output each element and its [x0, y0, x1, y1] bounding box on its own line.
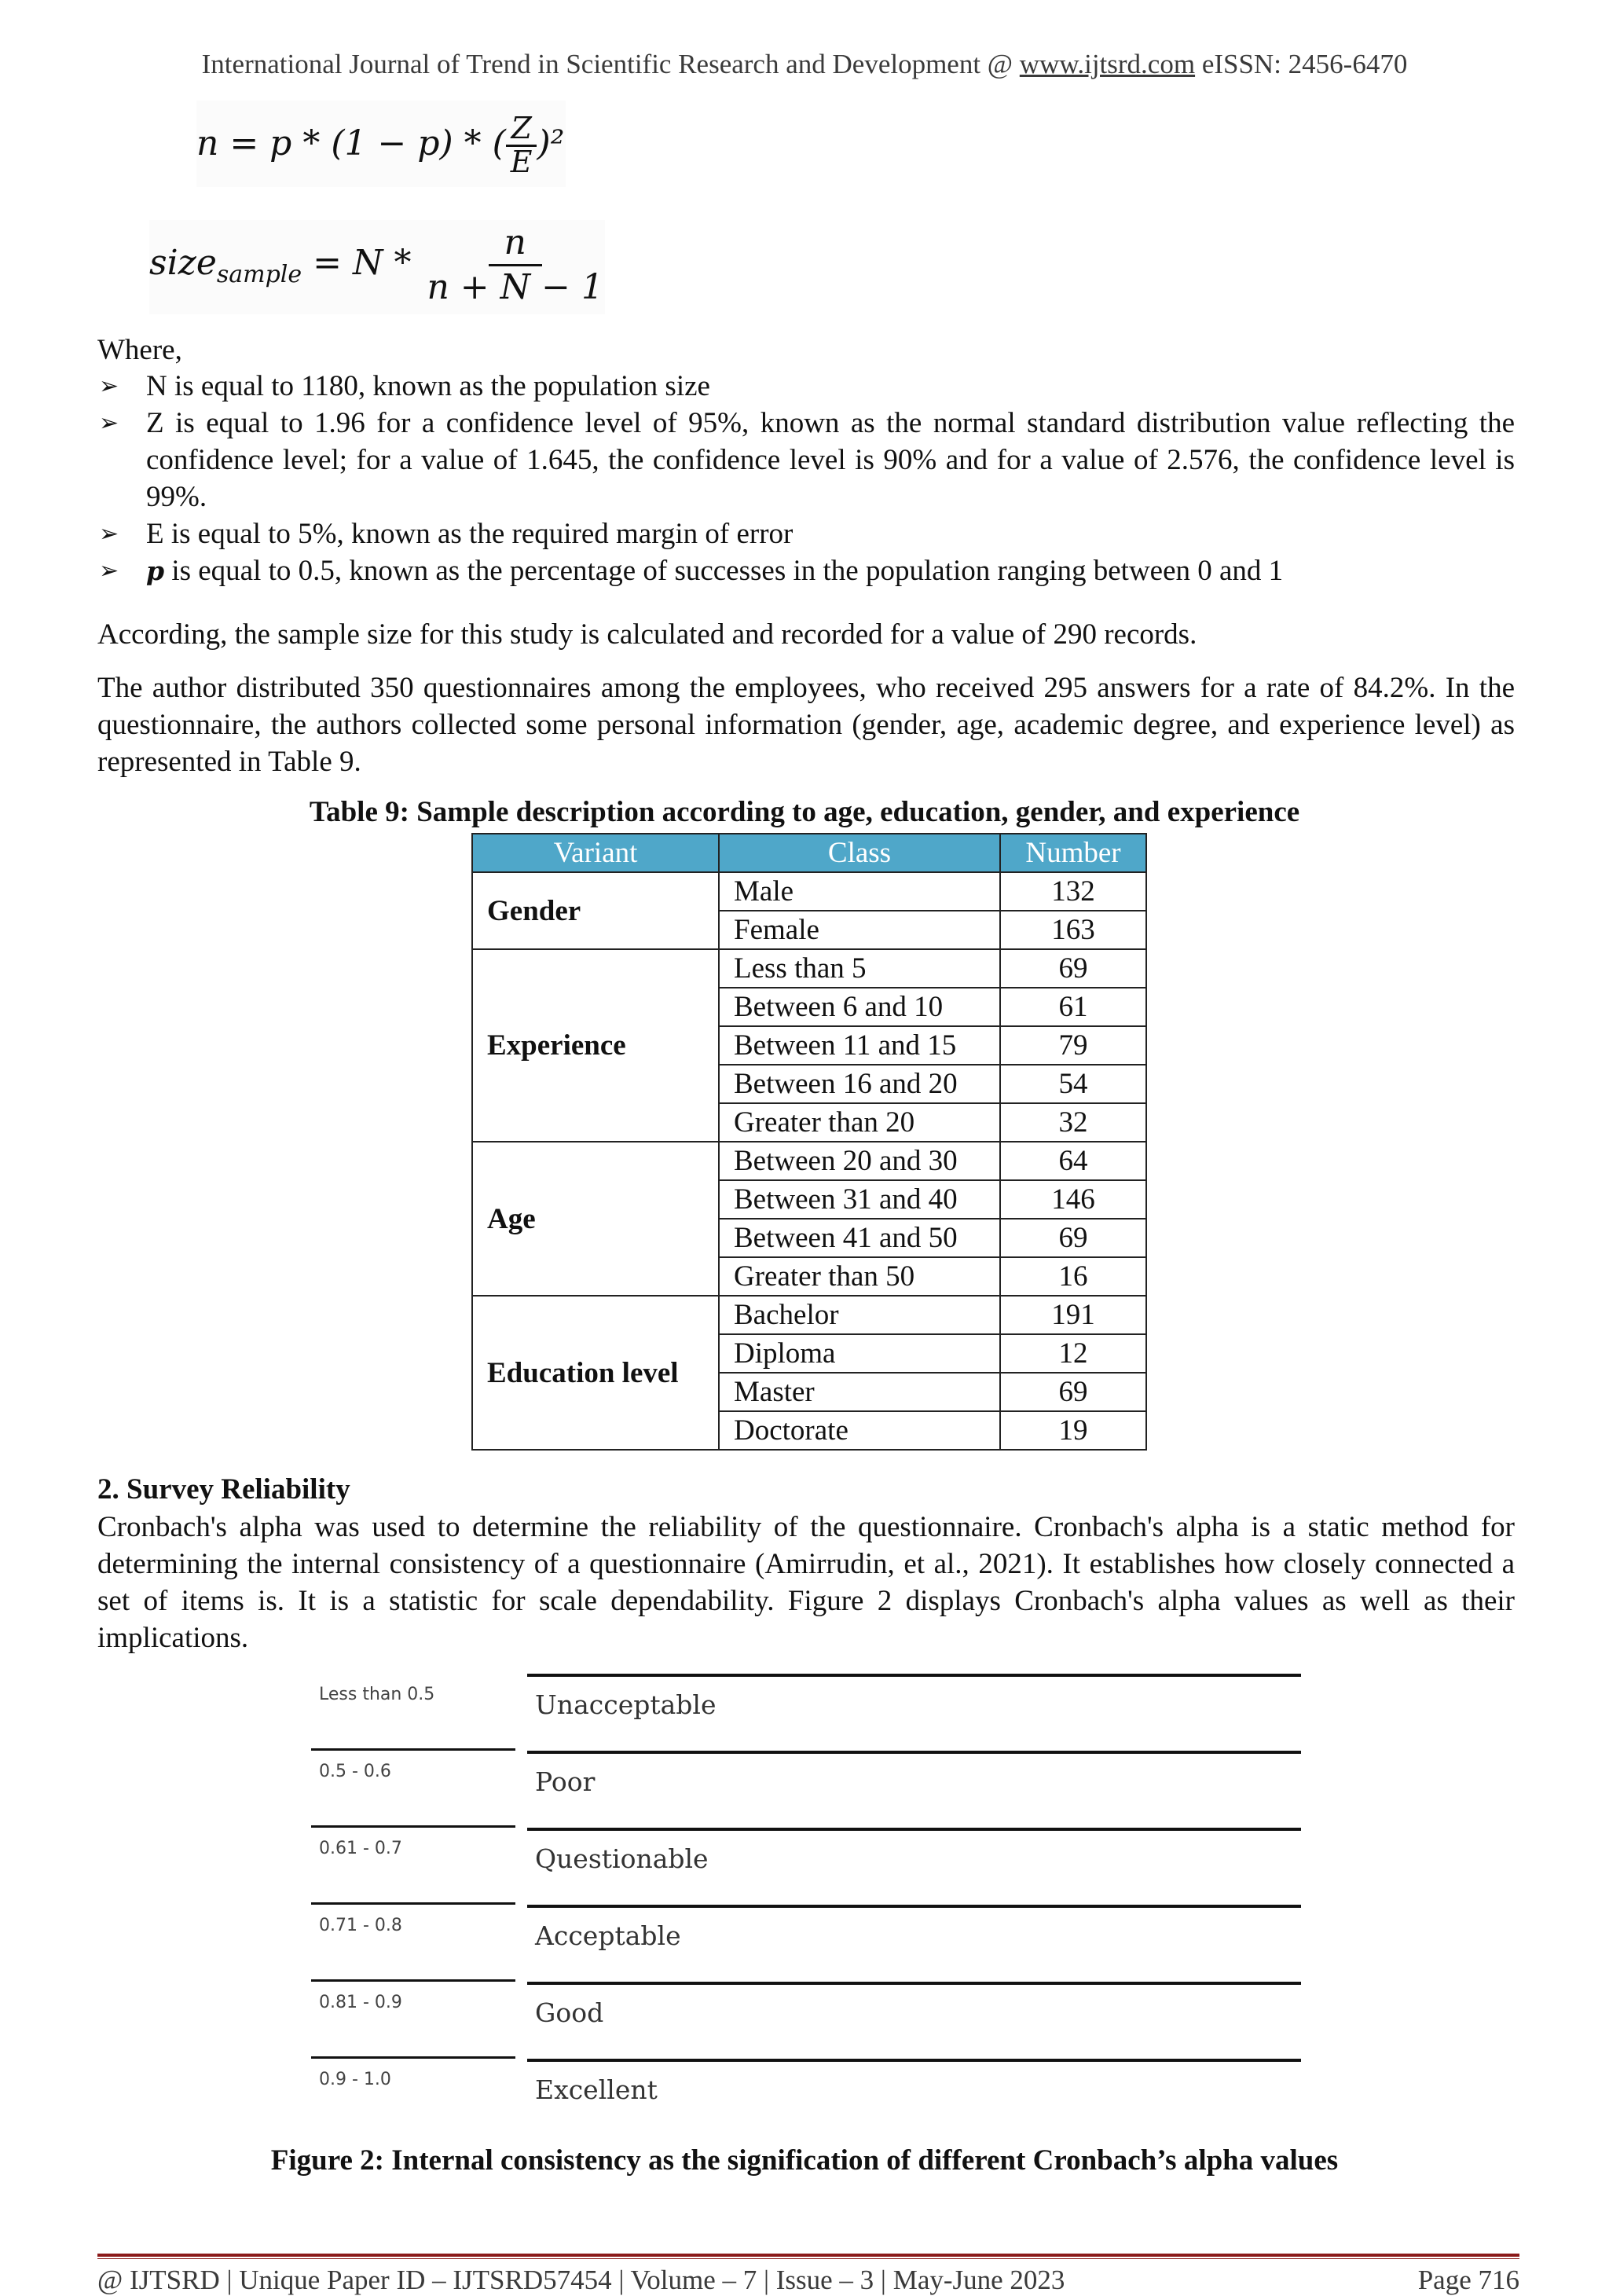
page-number: Page 716 [1417, 2265, 1519, 2295]
alpha-range: 0.5 - 0.6 [319, 1762, 391, 1781]
rule-line [527, 1828, 1301, 1831]
class-cell: Doctorate [719, 1411, 1000, 1450]
group-label-education: Education level [472, 1296, 719, 1450]
alpha-meaning: Questionable [535, 1843, 709, 1874]
formula-1-lhs: n = p * (1 − p) * ( [196, 123, 506, 163]
where-intro: Where, [97, 334, 182, 366]
bullet-text: E is equal to 5%, known as the required margin of error [146, 518, 794, 550]
number-cell: 163 [1000, 911, 1146, 949]
arrow-bullet-icon: ➢ [99, 409, 119, 437]
class-cell: Between 11 and 15 [719, 1026, 1000, 1065]
number-cell: 64 [1000, 1142, 1146, 1180]
formula-1-fraction [506, 113, 537, 178]
running-header [0, 49, 1609, 80]
class-cell: Bachelor [719, 1296, 1000, 1334]
footer-paper-info: @ IJTSRD | Unique Paper ID – IJTSRD57454 | Volume – 7 | Issue – 3 | May-June 2023 [97, 2265, 1065, 2295]
arrow-bullet-icon: ➢ [99, 520, 119, 548]
alpha-meaning: Good [535, 1997, 604, 2028]
group-label-experience: Experience [472, 949, 719, 1142]
number-cell: 12 [1000, 1334, 1146, 1373]
alpha-range: 0.61 - 0.7 [319, 1839, 402, 1858]
paragraph-distribution: The author distributed 350 questionnaires among the employees, who received 295 answers for a rate of 84.2%. In the questionnaire, the authors collected some personal information (gender, age, academic degree, and experience level) as represented in Table 9. [97, 672, 1515, 778]
table-row [472, 949, 1146, 988]
number-cell: 16 [1000, 1257, 1146, 1296]
group-label-age: Age [472, 1142, 719, 1296]
bullet-text: Z is equal to 1.96 for a confidence level of 95%, known as the normal standard distribution value reflecting the confidence level; for a value of 1.645, the confidence level is 90% and for a value of 2.576, the confidence level is 99%. [146, 407, 1515, 513]
figure-row [311, 1905, 1301, 1982]
list-item [97, 405, 1515, 515]
bullet-text: N is equal to 1180, known as the population size [146, 370, 710, 402]
rule-line [527, 1751, 1301, 1754]
definitions-list [97, 368, 1515, 589]
figure-row [311, 1751, 1301, 1828]
number-cell: 191 [1000, 1296, 1146, 1334]
paragraph-sample-size: According, the sample size for this study is calculated and recorded for a value of 290 records. [97, 618, 1197, 651]
alpha-meaning: Unacceptable [535, 1689, 717, 1720]
table-caption: Table 9: Sample description according to age, education, gender, and experience [309, 796, 1300, 828]
rule-line [527, 2059, 1301, 2062]
formula-2-num: n [489, 225, 542, 266]
bullet-text: is equal to 0.5, known as the percentage of successes in the population ranging between 0 and 1 [164, 555, 1284, 587]
column-header: Class [719, 834, 1000, 872]
figure-row [311, 1828, 1301, 1905]
table-row [472, 1296, 1146, 1334]
alpha-range: 0.9 - 1.0 [319, 2070, 391, 2089]
number-cell: 61 [1000, 988, 1146, 1026]
figure-row [311, 1982, 1301, 2059]
formula-2-mid: = N * [302, 243, 423, 284]
section-body: Cronbach's alpha was used to determine the reliability of the questionnaire. Cronbach's alpha is a static method for determining the internal consistency of a questionnaire (Amirrudin, et al., 2021). It establishes how closely connected a set of items is. It is a statistic for scale dependability. Figure 2 displays Cronbach's alpha values as well as their implications. [97, 1511, 1515, 1654]
column-header: Variant [472, 834, 719, 872]
table-row [472, 872, 1146, 911]
number-cell: 19 [1000, 1411, 1146, 1450]
class-cell: Between 20 and 30 [719, 1142, 1000, 1180]
alpha-meaning: Excellent [535, 2074, 658, 2105]
formula-2-fraction [422, 222, 608, 308]
alpha-meaning: Poor [535, 1766, 596, 1797]
journal-name: International Journal of Trend in Scientific Research and Development @ [201, 49, 1013, 79]
alpha-range: Less than 0.5 [319, 1685, 435, 1704]
number-cell: 69 [1000, 949, 1146, 988]
rule-line [527, 1674, 1301, 1677]
formula-1-den: E [510, 144, 533, 179]
alpha-range: 0.71 - 0.8 [319, 1916, 402, 1935]
class-cell: Between 31 and 40 [719, 1180, 1000, 1219]
class-cell: Greater than 20 [719, 1103, 1000, 1142]
column-header: Number [1000, 834, 1146, 872]
number-cell: 132 [1000, 872, 1146, 911]
formula-2-lhs-base: size [149, 243, 217, 284]
sample-description-table [471, 833, 1147, 1451]
formula-2-den: n + N − 1 [427, 267, 603, 308]
rule-line [527, 1982, 1301, 1985]
formula-sample-n [196, 101, 566, 187]
table-header-row [472, 834, 1146, 872]
figure-caption: Figure 2: Internal consistency as the signification of different Cronbach’s alpha values [270, 2144, 1339, 2177]
formula-sample-size [149, 220, 605, 314]
class-cell: Male [719, 872, 1000, 911]
class-cell: Between 41 and 50 [719, 1219, 1000, 1257]
class-cell: Between 6 and 10 [719, 988, 1000, 1026]
number-cell: 79 [1000, 1026, 1146, 1065]
formula-2-lhs-sub: sample [216, 260, 302, 288]
footer-rule [97, 2254, 1519, 2257]
list-item [97, 515, 1515, 552]
alpha-range: 0.81 - 0.9 [319, 1993, 402, 2012]
number-cell: 54 [1000, 1065, 1146, 1103]
section-title: 2. Survey Reliability [97, 1473, 350, 1506]
formula-1-num: Z [506, 113, 536, 147]
list-item [97, 368, 1515, 405]
class-cell: Diploma [719, 1334, 1000, 1373]
class-cell: Between 16 and 20 [719, 1065, 1000, 1103]
alpha-meaning: Acceptable [535, 1920, 681, 1951]
class-cell: Master [719, 1373, 1000, 1411]
list-item [97, 552, 1515, 589]
formula-2-lhs [149, 243, 302, 288]
number-cell: 69 [1000, 1373, 1146, 1411]
number-cell: 32 [1000, 1103, 1146, 1142]
figure-row [311, 1674, 1301, 1751]
arrow-bullet-icon: ➢ [99, 372, 119, 400]
class-cell: Greater than 50 [719, 1257, 1000, 1296]
rule-line [527, 1905, 1301, 1908]
class-cell: Female [719, 911, 1000, 949]
figure-row [311, 2059, 1301, 2136]
p-symbol: p [146, 556, 165, 586]
class-cell: Less than 5 [719, 949, 1000, 988]
issn: eISSN: 2456-6470 [1201, 49, 1408, 79]
number-cell: 69 [1000, 1219, 1146, 1257]
footer-rule-thin [97, 2258, 1519, 2259]
arrow-bullet-icon: ➢ [99, 557, 119, 585]
cronbach-alpha-figure [311, 1674, 1301, 2114]
group-label-gender: Gender [472, 872, 719, 949]
journal-url-link[interactable]: www.ijtsrd.com [1019, 49, 1196, 79]
table-row [472, 1142, 1146, 1180]
number-cell: 146 [1000, 1180, 1146, 1219]
formula-1-rhs: )² [537, 123, 565, 163]
